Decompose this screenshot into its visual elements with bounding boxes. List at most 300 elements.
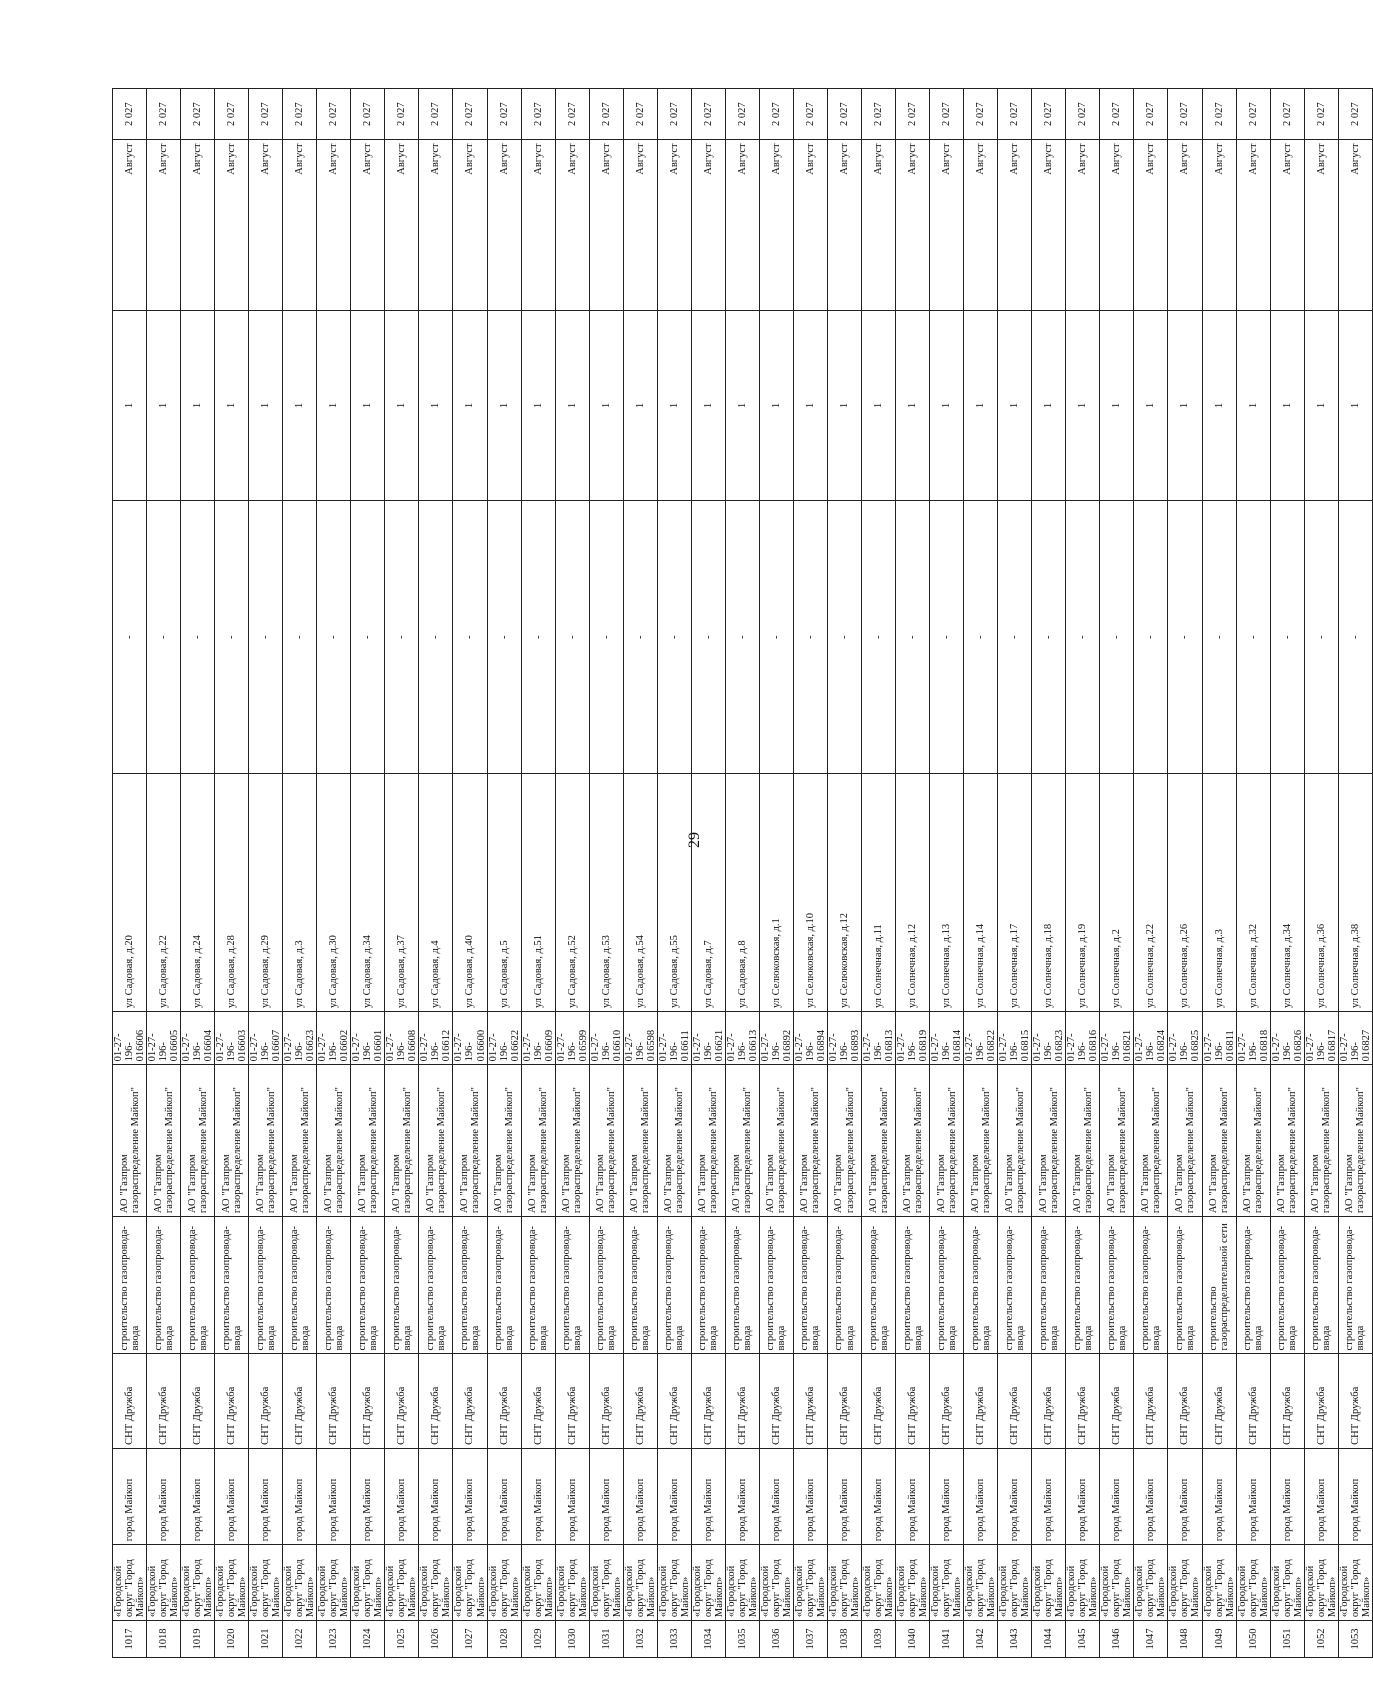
- cell-quantity: 1: [317, 310, 351, 501]
- cell-organization: АО "Газпром газораспределение Майкоп": [896, 1065, 930, 1217]
- cell-address: ул Садовая, д.8: [725, 774, 759, 1012]
- cell-quantity: 1: [385, 310, 419, 501]
- cell-quantity: 1: [1270, 310, 1304, 501]
- cell-city: город Майкоп: [1066, 1448, 1100, 1544]
- cell-year: 2 027: [896, 89, 930, 140]
- table-row: [725, 89, 759, 1658]
- cell-snt: СНТ Дружба: [317, 1354, 351, 1448]
- cell-address: ул Селюковская, д.1: [759, 774, 793, 1012]
- table-row: [657, 89, 691, 1658]
- table-row: [1168, 89, 1202, 1658]
- cell-work-type: строительство газопровода-ввода: [725, 1217, 759, 1354]
- cell-organization: АО "Газпром газораспределение Майкоп": [862, 1065, 896, 1217]
- cell-code: 01-27-196-016601: [351, 1012, 385, 1065]
- cell-code: 01-27-196-016817: [1304, 1012, 1338, 1065]
- cell-district: «Городской округ "Город Майкоп»: [453, 1545, 487, 1621]
- cell-year: 2 027: [521, 89, 555, 140]
- cell-code: 01-27-196-016599: [555, 1012, 589, 1065]
- table-row: [1236, 89, 1270, 1658]
- cell-year: 2 027: [1270, 89, 1304, 140]
- cell-quantity: 1: [930, 310, 964, 501]
- cell-city: город Майкоп: [249, 1448, 283, 1544]
- cell-city: город Майкоп: [1270, 1448, 1304, 1544]
- cell-month: Август: [385, 140, 419, 310]
- cell-quantity: 1: [1066, 310, 1100, 501]
- cell-dash: -: [1066, 501, 1100, 774]
- cell-code: 01-27-196-016827: [1338, 1012, 1372, 1065]
- cell-work-type: строительство газопровода-ввода: [623, 1217, 657, 1354]
- cell-organization: АО "Газпром газораспределение Майкоп": [793, 1065, 827, 1217]
- cell-month: Август: [283, 140, 317, 310]
- cell-city: город Майкоп: [1168, 1448, 1202, 1544]
- cell-year: 2 027: [1100, 89, 1134, 140]
- cell-district: «Городской округ "Город Майкоп»: [419, 1545, 453, 1621]
- cell-year: 2 027: [487, 89, 521, 140]
- cell-year: 2 027: [1202, 89, 1236, 140]
- cell-organization: АО "Газпром газораспределение Майкоп": [181, 1065, 215, 1217]
- cell-year: 2 027: [725, 89, 759, 140]
- cell-row-number: 1036: [759, 1621, 793, 1658]
- cell-dash: -: [317, 501, 351, 774]
- cell-quantity: 1: [487, 310, 521, 501]
- cell-dash: -: [181, 501, 215, 774]
- cell-address: ул Садовая, д.22: [147, 774, 181, 1012]
- cell-quantity: 1: [1168, 310, 1202, 501]
- cell-code: 01-27-196-016821: [1100, 1012, 1134, 1065]
- cell-organization: АО "Газпром газораспределение Майкоп": [147, 1065, 181, 1217]
- cell-year: 2 027: [351, 89, 385, 140]
- table-row: [487, 89, 521, 1658]
- cell-row-number: 1046: [1100, 1621, 1134, 1658]
- cell-row-number: 1042: [964, 1621, 998, 1658]
- table-row: [1202, 89, 1236, 1658]
- cell-year: 2 027: [1134, 89, 1168, 140]
- rotated-table-container: [112, 88, 1372, 1658]
- cell-work-type: строительство газопровода-ввода: [657, 1217, 691, 1354]
- cell-snt: СНТ Дружба: [759, 1354, 793, 1448]
- cell-month: Август: [623, 140, 657, 310]
- cell-snt: СНТ Дружба: [1168, 1354, 1202, 1448]
- cell-address: ул Садовая, д.5: [487, 774, 521, 1012]
- cell-dash: -: [998, 501, 1032, 774]
- cell-address: ул Садовая, д.24: [181, 774, 215, 1012]
- cell-dash: -: [1304, 501, 1338, 774]
- cell-work-type: строительство газопровода-ввода: [555, 1217, 589, 1354]
- cell-address: ул Селюковская, д.12: [827, 774, 861, 1012]
- cell-month: Август: [589, 140, 623, 310]
- cell-year: 2 027: [1168, 89, 1202, 140]
- cell-work-type: строительство газопровода-ввода: [1134, 1217, 1168, 1354]
- cell-district: «Городской округ "Город Майкоп»: [998, 1545, 1032, 1621]
- cell-work-type: строительство газопровода-ввода: [862, 1217, 896, 1354]
- cell-code: 01-27-196-016894: [793, 1012, 827, 1065]
- cell-year: 2 027: [249, 89, 283, 140]
- cell-address: ул Солнечная, д.26: [1168, 774, 1202, 1012]
- cell-month: Август: [930, 140, 964, 310]
- cell-work-type: строительство газопровода-ввода: [827, 1217, 861, 1354]
- cell-quantity: 1: [521, 310, 555, 501]
- cell-city: город Майкоп: [1304, 1448, 1338, 1544]
- cell-organization: АО "Газпром газораспределение Майкоп": [113, 1065, 147, 1217]
- cell-row-number: 1031: [589, 1621, 623, 1658]
- cell-quantity: 1: [725, 310, 759, 501]
- cell-code: 01-27-196-016819: [896, 1012, 930, 1065]
- cell-year: 2 027: [998, 89, 1032, 140]
- cell-snt: СНТ Дружба: [385, 1354, 419, 1448]
- cell-year: 2 027: [691, 89, 725, 140]
- cell-quantity: 1: [1100, 310, 1134, 501]
- cell-work-type: строительство газопровода-ввода: [793, 1217, 827, 1354]
- cell-address: ул Солнечная, д.17: [998, 774, 1032, 1012]
- cell-dash: -: [385, 501, 419, 774]
- cell-work-type: строительство газопровода-ввода: [1270, 1217, 1304, 1354]
- table-row: [691, 89, 725, 1658]
- cell-row-number: 1051: [1270, 1621, 1304, 1658]
- cell-organization: АО "Газпром газораспределение Майкоп": [1100, 1065, 1134, 1217]
- cell-district: «Городской округ "Город Майкоп»: [385, 1545, 419, 1621]
- cell-snt: СНТ Дружба: [930, 1354, 964, 1448]
- cell-dash: -: [793, 501, 827, 774]
- cell-quantity: 1: [1236, 310, 1270, 501]
- cell-quantity: 1: [657, 310, 691, 501]
- cell-month: Август: [759, 140, 793, 310]
- cell-dash: -: [930, 501, 964, 774]
- cell-quantity: 1: [793, 310, 827, 501]
- cell-month: Август: [1202, 140, 1236, 310]
- table-row: [1338, 89, 1372, 1658]
- cell-year: 2 027: [453, 89, 487, 140]
- table-row: [827, 89, 861, 1658]
- cell-district: «Городской округ "Город Майкоп»: [1100, 1545, 1134, 1621]
- cell-city: город Майкоп: [215, 1448, 249, 1544]
- cell-quantity: 1: [759, 310, 793, 501]
- table-row: [385, 89, 419, 1658]
- cell-address: ул Солнечная, д.18: [1032, 774, 1066, 1012]
- cell-year: 2 027: [555, 89, 589, 140]
- table-row: [1066, 89, 1100, 1658]
- cell-code: 01-27-196-016623: [283, 1012, 317, 1065]
- cell-snt: СНТ Дружба: [419, 1354, 453, 1448]
- table-row: [793, 89, 827, 1658]
- cell-organization: АО "Газпром газораспределение Майкоп": [998, 1065, 1032, 1217]
- table-row: [589, 89, 623, 1658]
- cell-organization: АО "Газпром газораспределение Майкоп": [964, 1065, 998, 1217]
- cell-quantity: 1: [1202, 310, 1236, 501]
- cell-code: 01-27-196-016813: [862, 1012, 896, 1065]
- table-row: [147, 89, 181, 1658]
- cell-dash: -: [589, 501, 623, 774]
- cell-dash: -: [521, 501, 555, 774]
- cell-code: 01-27-196-016816: [1066, 1012, 1100, 1065]
- cell-month: Август: [1338, 140, 1372, 310]
- cell-year: 2 027: [589, 89, 623, 140]
- cell-district: «Городской округ "Город Майкоп»: [351, 1545, 385, 1621]
- cell-dash: -: [249, 501, 283, 774]
- cell-month: Август: [215, 140, 249, 310]
- cell-quantity: 1: [283, 310, 317, 501]
- cell-district: «Городской округ "Город Майкоп»: [725, 1545, 759, 1621]
- cell-address: ул Солнечная, д.38: [1338, 774, 1372, 1012]
- cell-work-type: строительство газопровода-ввода: [521, 1217, 555, 1354]
- cell-city: город Майкоп: [113, 1448, 147, 1544]
- cell-work-type: строительство газопровода-ввода: [589, 1217, 623, 1354]
- cell-address: ул Садовая, д.51: [521, 774, 555, 1012]
- table-row: [555, 89, 589, 1658]
- cell-row-number: 1050: [1236, 1621, 1270, 1658]
- cell-snt: СНТ Дружба: [113, 1354, 147, 1448]
- cell-district: «Городской округ "Город Майкоп»: [1168, 1545, 1202, 1621]
- table-row: [862, 89, 896, 1658]
- cell-snt: СНТ Дружба: [827, 1354, 861, 1448]
- cell-district: «Городской округ "Город Майкоп»: [1032, 1545, 1066, 1621]
- cell-code: 01-27-196-016815: [998, 1012, 1032, 1065]
- table-row: [181, 89, 215, 1658]
- cell-year: 2 027: [759, 89, 793, 140]
- cell-district: «Городской округ "Город Майкоп»: [964, 1545, 998, 1621]
- cell-year: 2 027: [657, 89, 691, 140]
- cell-quantity: 1: [1338, 310, 1372, 501]
- cell-city: город Майкоп: [555, 1448, 589, 1544]
- cell-month: Август: [964, 140, 998, 310]
- cell-snt: СНТ Дружба: [555, 1354, 589, 1448]
- cell-snt: СНТ Дружба: [1270, 1354, 1304, 1448]
- cell-city: город Майкоп: [998, 1448, 1032, 1544]
- table-row: [521, 89, 555, 1658]
- cell-district: «Городской округ "Город Майкоп»: [283, 1545, 317, 1621]
- cell-row-number: 1053: [1338, 1621, 1372, 1658]
- table-row: [215, 89, 249, 1658]
- cell-city: город Майкоп: [964, 1448, 998, 1544]
- cell-row-number: 1037: [793, 1621, 827, 1658]
- cell-city: город Майкоп: [1202, 1448, 1236, 1544]
- cell-city: город Майкоп: [589, 1448, 623, 1544]
- cell-row-number: 1026: [419, 1621, 453, 1658]
- cell-code: 01-27-196-016613: [725, 1012, 759, 1065]
- cell-work-type: строительство газопровода-ввода: [1066, 1217, 1100, 1354]
- cell-row-number: 1033: [657, 1621, 691, 1658]
- cell-district: «Городской округ "Город Майкоп»: [147, 1545, 181, 1621]
- cell-year: 2 027: [862, 89, 896, 140]
- cell-row-number: 1039: [862, 1621, 896, 1658]
- cell-city: город Майкоп: [487, 1448, 521, 1544]
- cell-snt: СНТ Дружба: [181, 1354, 215, 1448]
- cell-month: Август: [793, 140, 827, 310]
- cell-work-type: строительство газопровода-ввода: [691, 1217, 725, 1354]
- cell-organization: АО "Газпром газораспределение Майкоп": [623, 1065, 657, 1217]
- cell-row-number: 1025: [385, 1621, 419, 1658]
- cell-address: ул Садовая, д.55: [657, 774, 691, 1012]
- cell-organization: АО "Газпром газораспределение Майкоп": [1134, 1065, 1168, 1217]
- cell-month: Август: [487, 140, 521, 310]
- cell-organization: АО "Газпром газораспределение Майкоп": [1338, 1065, 1372, 1217]
- cell-row-number: 1017: [113, 1621, 147, 1658]
- cell-district: «Городской округ "Город Майкоп»: [487, 1545, 521, 1621]
- cell-district: «Городской округ "Город Майкоп»: [930, 1545, 964, 1621]
- cell-quantity: 1: [147, 310, 181, 501]
- cell-month: Август: [862, 140, 896, 310]
- cell-row-number: 1020: [215, 1621, 249, 1658]
- cell-organization: АО "Газпром газораспределение Майкоп": [351, 1065, 385, 1217]
- cell-snt: СНТ Дружба: [657, 1354, 691, 1448]
- cell-address: ул Садовая, д.54: [623, 774, 657, 1012]
- cell-dash: -: [827, 501, 861, 774]
- cell-organization: АО "Газпром газораспределение Майкоп": [419, 1065, 453, 1217]
- page-number: 29: [686, 832, 703, 848]
- cell-address: ул Солнечная, д.32: [1236, 774, 1270, 1012]
- cell-snt: СНТ Дружба: [147, 1354, 181, 1448]
- cell-snt: СНТ Дружба: [487, 1354, 521, 1448]
- cell-dash: -: [487, 501, 521, 774]
- cell-work-type: строительство газопровода-ввода: [930, 1217, 964, 1354]
- cell-snt: СНТ Дружба: [351, 1354, 385, 1448]
- cell-dash: -: [1236, 501, 1270, 774]
- table-row: [351, 89, 385, 1658]
- cell-snt: СНТ Дружба: [623, 1354, 657, 1448]
- cell-dash: -: [351, 501, 385, 774]
- cell-row-number: 1044: [1032, 1621, 1066, 1658]
- cell-dash: -: [1168, 501, 1202, 774]
- cell-year: 2 027: [147, 89, 181, 140]
- cell-organization: АО "Газпром газораспределение Майкоп": [249, 1065, 283, 1217]
- cell-snt: СНТ Дружба: [249, 1354, 283, 1448]
- cell-month: Август: [827, 140, 861, 310]
- cell-code: 01-27-196-016598: [623, 1012, 657, 1065]
- cell-organization: АО "Газпром газораспределение Майкоп": [759, 1065, 793, 1217]
- cell-code: 01-27-196-016825: [1168, 1012, 1202, 1065]
- cell-district: «Городской округ "Город Майкоп»: [521, 1545, 555, 1621]
- cell-year: 2 027: [385, 89, 419, 140]
- cell-year: 2 027: [215, 89, 249, 140]
- cell-dash: -: [1134, 501, 1168, 774]
- cell-city: город Майкоп: [759, 1448, 793, 1544]
- cell-month: Август: [1270, 140, 1304, 310]
- cell-month: Август: [1066, 140, 1100, 310]
- cell-month: Август: [147, 140, 181, 310]
- cell-row-number: 1027: [453, 1621, 487, 1658]
- cell-row-number: 1038: [827, 1621, 861, 1658]
- cell-city: город Майкоп: [827, 1448, 861, 1544]
- cell-work-type: строительство газопровода-ввода: [283, 1217, 317, 1354]
- cell-row-number: 1040: [896, 1621, 930, 1658]
- cell-district: «Городской округ "Город Майкоп»: [759, 1545, 793, 1621]
- cell-year: 2 027: [283, 89, 317, 140]
- cell-organization: АО "Газпром газораспределение Майкоп": [725, 1065, 759, 1217]
- cell-quantity: 1: [555, 310, 589, 501]
- cell-code: 01-27-196-016622: [487, 1012, 521, 1065]
- cell-city: город Майкоп: [1236, 1448, 1270, 1544]
- cell-address: ул Солнечная, д.12: [896, 774, 930, 1012]
- cell-district: «Городской округ "Город Майкоп»: [657, 1545, 691, 1621]
- cell-code: 01-27-196-016604: [181, 1012, 215, 1065]
- cell-address: ул Садовая, д.34: [351, 774, 385, 1012]
- cell-address: ул Садовая, д.7: [691, 774, 725, 1012]
- cell-organization: АО "Газпром газораспределение Майкоп": [555, 1065, 589, 1217]
- cell-organization: АО "Газпром газораспределение Майкоп": [385, 1065, 419, 1217]
- cell-work-type: строительство газопровода-ввода: [351, 1217, 385, 1354]
- cell-address: ул Солнечная, д.3: [1202, 774, 1236, 1012]
- cell-organization: АО "Газпром газораспределение Майкоп": [1202, 1065, 1236, 1217]
- cell-city: город Майкоп: [1134, 1448, 1168, 1544]
- cell-dash: -: [283, 501, 317, 774]
- cell-code: 01-27-196-016602: [317, 1012, 351, 1065]
- cell-address: ул Солнечная, д.19: [1066, 774, 1100, 1012]
- cell-city: город Майкоп: [623, 1448, 657, 1544]
- cell-city: город Майкоп: [521, 1448, 555, 1544]
- cell-month: Август: [249, 140, 283, 310]
- cell-address: ул Садовая, д.29: [249, 774, 283, 1012]
- cell-row-number: 1049: [1202, 1621, 1236, 1658]
- cell-work-type: строительство газопровода-ввода: [896, 1217, 930, 1354]
- cell-organization: АО "Газпром газораспределение Майкоп": [589, 1065, 623, 1217]
- cell-row-number: 1045: [1066, 1621, 1100, 1658]
- cell-month: Август: [453, 140, 487, 310]
- cell-code: 01-27-196-016609: [521, 1012, 555, 1065]
- cell-snt: СНТ Дружба: [589, 1354, 623, 1448]
- cell-address: ул Солнечная, д.14: [964, 774, 998, 1012]
- cell-row-number: 1034: [691, 1621, 725, 1658]
- cell-district: «Городской округ "Город Майкоп»: [1134, 1545, 1168, 1621]
- cell-snt: СНТ Дружба: [1100, 1354, 1134, 1448]
- cell-month: Август: [725, 140, 759, 310]
- cell-address: ул Солнечная, д.11: [862, 774, 896, 1012]
- cell-dash: -: [1338, 501, 1372, 774]
- cell-month: Август: [113, 140, 147, 310]
- cell-work-type: строительство газопровода-ввода: [181, 1217, 215, 1354]
- cell-dash: -: [453, 501, 487, 774]
- cell-district: «Городской округ "Город Майкоп»: [1304, 1545, 1338, 1621]
- cell-month: Август: [896, 140, 930, 310]
- cell-code: 01-27-196-016611: [657, 1012, 691, 1065]
- cell-district: «Городской округ "Город Майкоп»: [691, 1545, 725, 1621]
- cell-quantity: 1: [215, 310, 249, 501]
- cell-city: город Майкоп: [862, 1448, 896, 1544]
- cell-city: город Майкоп: [351, 1448, 385, 1544]
- cell-snt: СНТ Дружба: [453, 1354, 487, 1448]
- cell-work-type: строительство газопровода-ввода: [419, 1217, 453, 1354]
- cell-organization: АО "Газпром газораспределение Майкоп": [1304, 1065, 1338, 1217]
- table-row: [759, 89, 793, 1658]
- cell-city: город Майкоп: [1032, 1448, 1066, 1544]
- cell-row-number: 1019: [181, 1621, 215, 1658]
- cell-district: «Городской округ "Город Майкоп»: [113, 1545, 147, 1621]
- cell-dash: -: [759, 501, 793, 774]
- cell-dash: -: [657, 501, 691, 774]
- cell-snt: СНТ Дружба: [1202, 1354, 1236, 1448]
- cell-code: 01-27-196-016824: [1134, 1012, 1168, 1065]
- cell-dash: -: [964, 501, 998, 774]
- cell-quantity: 1: [351, 310, 385, 501]
- cell-district: «Городской округ "Город Майкоп»: [181, 1545, 215, 1621]
- cell-organization: АО "Газпром газораспределение Майкоп": [1066, 1065, 1100, 1217]
- cell-snt: СНТ Дружба: [1032, 1354, 1066, 1448]
- cell-organization: АО "Газпром газораспределение Майкоп": [317, 1065, 351, 1217]
- cell-address: ул Садовая, д.28: [215, 774, 249, 1012]
- table-body: [113, 89, 1373, 1658]
- cell-address: ул Селюковская, д.10: [793, 774, 827, 1012]
- cell-quantity: 1: [249, 310, 283, 501]
- cell-year: 2 027: [317, 89, 351, 140]
- table-row: [249, 89, 283, 1658]
- cell-city: город Майкоп: [896, 1448, 930, 1544]
- cell-snt: СНТ Дружба: [215, 1354, 249, 1448]
- cell-organization: АО "Газпром газораспределение Майкоп": [1032, 1065, 1066, 1217]
- cell-district: «Городской округ "Город Майкоп»: [1338, 1545, 1372, 1621]
- cell-month: Август: [521, 140, 555, 310]
- cell-year: 2 027: [827, 89, 861, 140]
- cell-work-type: строительство газопровода-ввода: [487, 1217, 521, 1354]
- cell-code: 01-27-196-016610: [589, 1012, 623, 1065]
- cell-row-number: 1032: [623, 1621, 657, 1658]
